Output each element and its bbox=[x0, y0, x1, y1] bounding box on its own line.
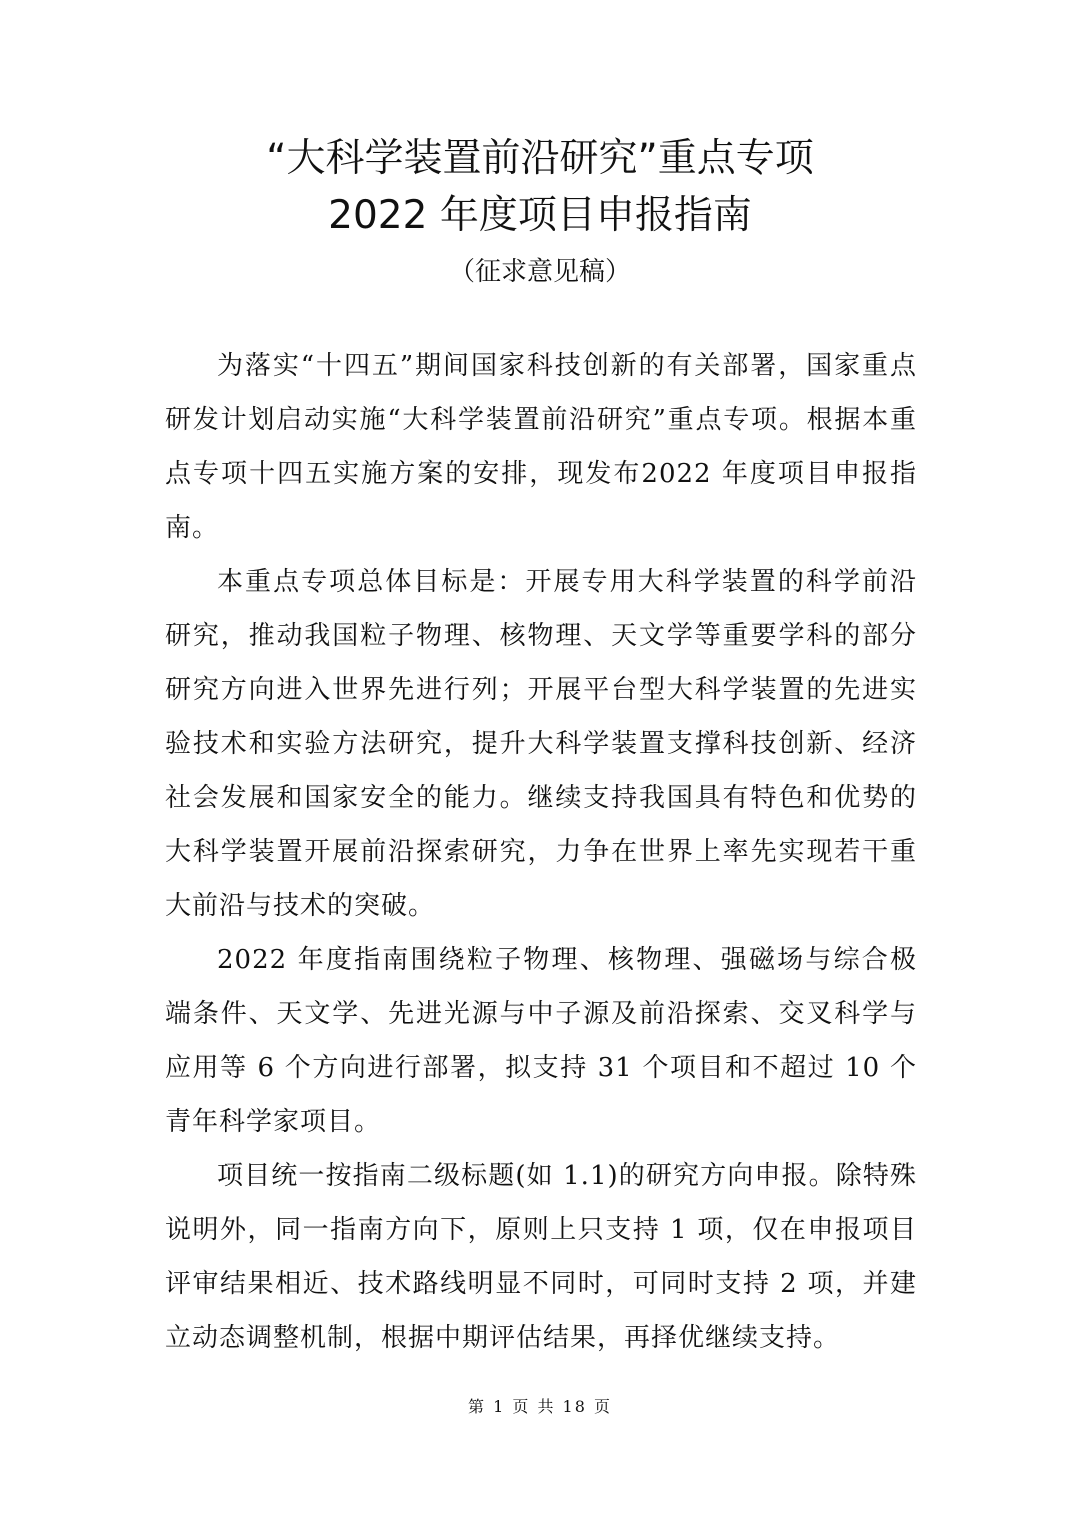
document-title-line-2: 2022 年度项目申报指南 bbox=[328, 193, 752, 238]
body-paragraph-3: 2022 年度指南围绕粒子物理、核物理、强磁场与综合极端条件、天文学、先进光源与中子源及前沿探索、交叉科学与应用等 6 个方向进行部署，拟支持 31 个项目和不超过 10 个青年科学家项目。 bbox=[165, 945, 917, 1137]
page-number-footer: 第 1 页 共 18 页 bbox=[468, 1397, 612, 1416]
body-paragraph-4: 项目统一按指南二级标题(如 1.1)的研究方向申报。除特殊说明外，同一指南方向下，原则上只支持 1 项，仅在申报项目评审结果相近、技术路线明显不同时，可同时支持 2 项，并建立动态调整机制，根据中期评估结果，再择优继续支持。 bbox=[165, 1161, 917, 1353]
document-body bbox=[165, 339, 917, 1365]
document-subtitle: （征求意见稿） bbox=[448, 257, 631, 287]
body-paragraph-2: 本重点专项总体目标是：开展专用大科学装置的科学前沿研究，推动我国粒子物理、核物理、天文学等重要学科的部分研究方向进入世界先进行列；开展平台型大科学装置的先进实验技术和实验方法研究，提升大科学装置支撑科技创新、经济社会发展和国家安全的能力。继续支持我国具有特色和优势的大科学装置开展前沿探索研究，力争在世界上率先实现若干重大前沿与技术的突破。 bbox=[165, 567, 917, 921]
body-paragraph-1: 为落实“十四五”期间国家科技创新的有关部署，国家重点研发计划启动实施“大科学装置前沿研究”重点专项。根据本重点专项十四五实施方案的安排，现发布2022 年度项目申报指南。 bbox=[165, 351, 917, 543]
document-title-line-1: “大科学装置前沿研究”重点专项 bbox=[266, 136, 814, 181]
